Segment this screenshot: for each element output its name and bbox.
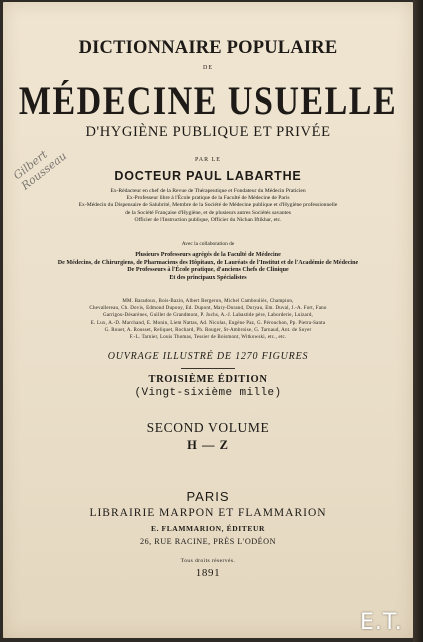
editor-name: E. FLAMMARION, ÉDITEUR <box>150 524 266 533</box>
collaborator-line: Plusieurs Professeurs agrégés de la Faculté de Médecine <box>135 252 281 258</box>
contributor-line: Chevallereau, Ch. Dovis, Edmond Dupouy, Ed. Dupont, Mary-Durand, Duryau, Em. Duval, J.-A. Fort, Fano <box>89 306 327 312</box>
edition-label: TROISIÈME ÉDITION <box>148 374 268 385</box>
credential-line: Ex-Médecin du Dispensaire de Salubrité, Membre de la Société de Médecine publique et d'Hygiène professionnelle <box>78 202 338 209</box>
author-credentials <box>3 188 413 224</box>
rights-notice: Tous droits réservés. <box>180 558 236 564</box>
contributor-line: G. Rouet, A. Rousset, Reliquet, Rochard, Ph. Rouger, St-Ambroise, G. Tarnaud, Ant. de Soyer <box>104 327 312 333</box>
subtitle: D'HYGIÈNE PUBLIQUE ET PRIVÉE <box>85 124 331 140</box>
author-name: DOCTEUR PAUL LABARTHE <box>114 169 302 183</box>
credential-line: de la Société Française d'Hygiène, et de plusieurs autres Sociétés savantes <box>125 209 291 216</box>
publisher-name: LIBRAIRIE MARPON ET FLAMMARION <box>89 507 327 519</box>
divider-rule <box>181 368 235 369</box>
impression-label: (Vingt-sixième mille) <box>134 387 282 399</box>
credential-line: Ex-Rédacteur en chef de la Revue de Thérapeutique et Fondateur du Médecin Praticien <box>110 188 306 194</box>
credential-line: Ex-Professeur libre à l'École pratique de la Faculté de Médecine de Paris <box>126 195 290 202</box>
main-title: MÉDECINE USUELLE <box>18 80 398 124</box>
handwritten-signature: Gilbert Rousseau <box>11 147 70 193</box>
contributor-line: F.-L. Tarnier, Louis Thomas, Tessier de Boismont, Witkowski, etc., etc. <box>129 335 287 341</box>
par-le-line: PAR LE <box>195 157 221 163</box>
publisher-address: 26, RUE RACINE, PRÈS L'ODÉON <box>139 537 277 546</box>
contributor-line: MM. Baradoux, Bois-Bazin, Albert Bergeron, Michel Cambouliès, Champion, <box>122 299 294 304</box>
collaborator-line: Et des principaux Spécialistes <box>169 274 247 281</box>
dictionary-title: DICTIONNAIRE POPULAIRE <box>78 38 338 58</box>
credential-line: Officier de l'Instruction publique, Officier du Nichan Iftikhar, etc. <box>134 216 282 223</box>
illustrated-note: OUVRAGE ILLUSTRÉ DE 1270 FIGURES <box>107 351 309 362</box>
watermark-logo: E.T. <box>360 610 403 635</box>
collaborators-block <box>3 252 413 282</box>
book-binding-edge <box>413 0 423 642</box>
contributor-line: E. Lux, A.-D. Marchand, E. Monin, Liem Nattas, Ad. Nicolas, Eugène Paz, G. Pérouchon, Pp. Pietra-Santa <box>90 320 326 326</box>
title-page <box>3 2 413 638</box>
contributor-line: Garrigou-Désarènes, Guillet de Grandmont, P. Juchs, A.-J. Labastide père, Laborderie, Luizard, <box>103 313 313 319</box>
collaboration-note: Avec la collaboration de <box>181 241 235 247</box>
collaborator-line: De Professeurs à l'École pratique, d'anciens Chefs de Clinique <box>127 267 289 274</box>
letter-range: H — Z <box>187 438 229 452</box>
contributor-names <box>3 298 413 341</box>
publisher-city: PARIS <box>186 489 230 504</box>
de-line: DE <box>203 65 213 71</box>
volume-label: SECOND VOLUME <box>146 420 270 435</box>
publication-year: 1891 <box>195 567 221 579</box>
collaborator-line: De Médecins, de Chirurgiens, de Pharmaciens des Hôpitaux, de Lauréats de l'Institut et de l'Académie de Médecine <box>57 259 359 266</box>
